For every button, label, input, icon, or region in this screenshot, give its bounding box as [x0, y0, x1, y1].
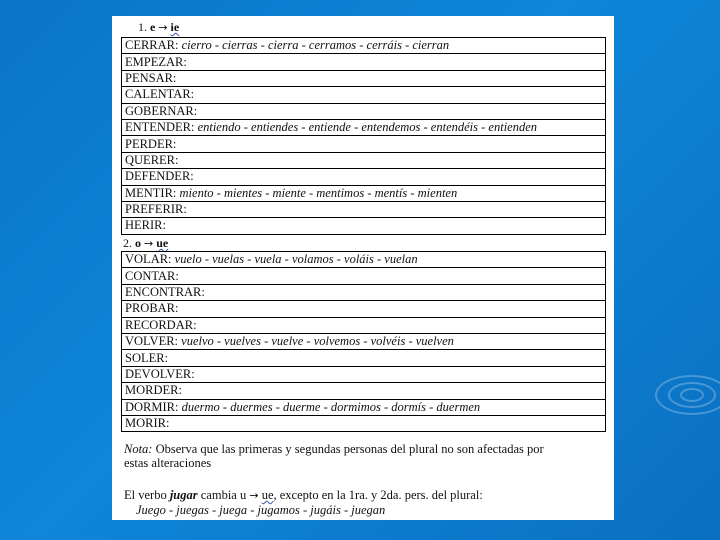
verb-cell: [122, 415, 606, 431]
note-label: Nota:: [124, 442, 153, 456]
right-arrow-icon: →: [158, 21, 168, 34]
jugar-verb: jugar: [169, 488, 198, 502]
verb-row: [122, 119, 606, 135]
section-1-from: e: [150, 20, 156, 34]
verb-name: CERRAR:: [125, 38, 179, 53]
verb-name: EMPEZAR:: [125, 54, 187, 69]
jugar-from: u: [239, 488, 247, 502]
verb-conjugation: cierro - cierras - cierra - cerramos - cerráis - cierran: [181, 38, 450, 53]
section-1-to: ie: [170, 20, 180, 34]
verb-cell: [122, 152, 606, 168]
verb-row: [122, 152, 606, 168]
verb-name: VOLVER:: [125, 334, 179, 349]
verb-conjugation: duermo - duermes - duerme - dormimos - dormís - duermen: [181, 399, 481, 414]
verb-row: [122, 268, 606, 284]
verb-row: [122, 284, 606, 300]
note-text: Observa que las primeras y segundas personas del plural no son afectadas por: [152, 442, 544, 456]
verb-cell: [122, 366, 606, 382]
verb-row: [122, 136, 606, 152]
verb-cell: [122, 350, 606, 366]
verb-name: DEVOLVER:: [125, 366, 195, 381]
verb-cell: [122, 383, 606, 399]
verb-conjugation: entiendo - entiendes - entiende - entendemos - entendéis - entienden: [197, 120, 538, 135]
verb-cell: [122, 54, 606, 70]
verb-name: ENCONTRAR:: [125, 284, 205, 299]
verb-row: [122, 399, 606, 415]
verb-row: [122, 38, 606, 54]
document-page: [112, 16, 614, 520]
verb-cell: [122, 218, 606, 234]
verb-cell: [122, 317, 606, 333]
verb-cell: [122, 301, 606, 317]
verb-name: DEFENDER:: [125, 169, 194, 184]
verb-name: CONTAR:: [125, 268, 179, 283]
jugar-to: ue: [261, 488, 274, 502]
section-2-heading: [123, 236, 168, 251]
verb-name: PREFERIR:: [125, 202, 187, 217]
verb-name: RECORDAR:: [125, 317, 197, 332]
note-text-continued: estas alteraciones: [124, 456, 212, 470]
verb-name: DORMIR:: [125, 399, 179, 414]
verb-row: [122, 169, 606, 185]
section-2-number: 2.: [123, 236, 132, 250]
verb-row: [122, 185, 606, 201]
section-2-verb-table: [121, 251, 606, 432]
verb-name: MENTIR:: [125, 185, 177, 200]
verb-cell: [122, 103, 606, 119]
right-arrow-icon: →: [249, 489, 259, 502]
verb-conjugation: vuelvo - vuelves - vuelve - volvemos - volvéis - vuelven: [181, 334, 454, 349]
verb-row: [122, 366, 606, 382]
verb-name: GOBERNAR:: [125, 103, 198, 118]
verb-row: [122, 87, 606, 103]
verb-name: QUERER:: [125, 152, 179, 167]
right-arrow-icon: →: [144, 237, 154, 250]
verb-name: PROBAR:: [125, 301, 179, 316]
jugar-text-post: , excepto en la 1ra. y 2da. pers. del plural:: [273, 488, 483, 502]
jugar-text-mid: cambia: [197, 488, 240, 502]
water-ripple-decoration: [680, 388, 704, 402]
verb-row: [122, 201, 606, 217]
verb-row: [122, 415, 606, 431]
verb-cell: [122, 333, 606, 349]
verb-row: [122, 301, 606, 317]
verb-row: [122, 70, 606, 86]
verb-name: MORDER:: [125, 383, 182, 398]
jugar-paragraph: [124, 488, 483, 517]
verb-name: MORIR:: [125, 416, 170, 431]
verb-cell: [122, 169, 606, 185]
verb-cell: [122, 185, 606, 201]
verb-name: ENTENDER:: [125, 120, 195, 135]
verb-row: [122, 333, 606, 349]
section-1-heading: [138, 20, 179, 35]
verb-name: CALENTAR:: [125, 87, 195, 102]
verb-row: [122, 103, 606, 119]
verb-cell: [122, 119, 606, 135]
verb-cell: [122, 87, 606, 103]
note-paragraph: [124, 442, 544, 470]
verb-conjugation: miento - mientes - miente - mentimos - mentís - mienten: [179, 185, 458, 200]
verb-row: [122, 383, 606, 399]
verb-row: [122, 317, 606, 333]
verb-cell: [122, 399, 606, 415]
verb-name: PENSAR:: [125, 70, 177, 85]
verb-cell: [122, 70, 606, 86]
verb-row: [122, 218, 606, 234]
verb-row: [122, 54, 606, 70]
jugar-conjugation: Juego - juegas - juega - jugamos - jugáis - juegan: [136, 503, 386, 517]
jugar-text-pre: El verbo: [124, 488, 170, 502]
verb-cell: [122, 136, 606, 152]
section-1-number: 1.: [138, 20, 147, 34]
verb-cell: [122, 38, 606, 54]
section-1-verb-table: [121, 37, 606, 235]
verb-conjugation: vuelo - vuelas - vuela - volamos - voláis - vuelan: [174, 252, 418, 267]
verb-row: [122, 252, 606, 268]
verb-name: HERIR:: [125, 218, 166, 233]
verb-row: [122, 350, 606, 366]
verb-name: SOLER:: [125, 350, 169, 365]
verb-name: PERDER:: [125, 136, 177, 151]
section-2-from: o: [135, 236, 141, 250]
verb-cell: [122, 284, 606, 300]
verb-cell: [122, 252, 606, 268]
verb-cell: [122, 268, 606, 284]
verb-name: VOLAR:: [125, 252, 172, 267]
verb-cell: [122, 201, 606, 217]
section-2-to: ue: [156, 236, 169, 250]
